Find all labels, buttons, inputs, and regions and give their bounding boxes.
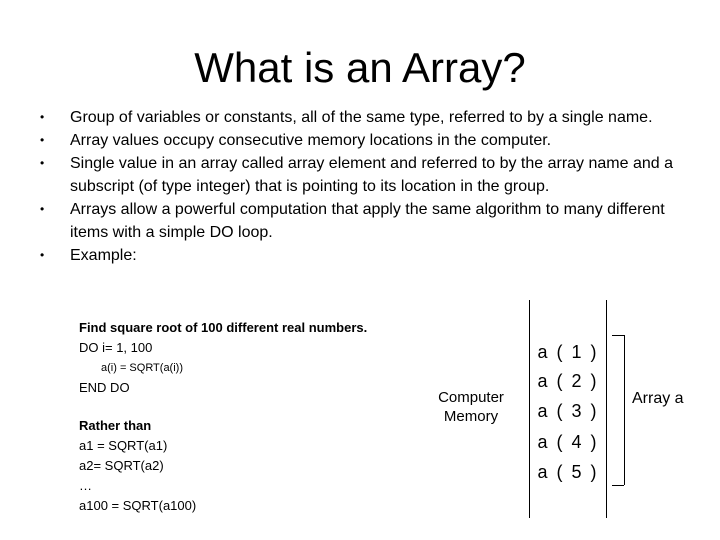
array-cell: a ( 3 )	[537, 401, 599, 421]
code-alt-line: …	[79, 478, 92, 493]
bullet-dot-icon: •	[40, 133, 45, 147]
array-cell: a ( 2 )	[537, 371, 599, 391]
code-heading: Find square root of 100 different real numbers.	[79, 320, 368, 335]
code-example	[79, 318, 367, 516]
bullet-list	[40, 106, 680, 267]
bullet-item	[40, 198, 680, 244]
array-bracket-side	[624, 335, 625, 485]
array-cell: a ( 5 )	[537, 462, 599, 482]
code-alt-line: a1 = SQRT(a1)	[79, 438, 168, 453]
bullet-dot-icon: •	[40, 110, 45, 124]
bullet-text: Example:	[70, 247, 137, 264]
slide-title: What is an Array?	[194, 44, 526, 91]
bullet-item	[40, 152, 680, 198]
bullet-item	[40, 106, 680, 129]
bullet-text: Single value in an array called array element and referred to by the array name and a subscript (of type integer) that is pointing to its location in the group.	[70, 155, 674, 195]
code-alt-line: a100 = SQRT(a100)	[79, 498, 197, 513]
array-bracket-top	[612, 335, 624, 336]
code-rather-than: Rather than	[79, 418, 152, 433]
code-end-line: END DO	[79, 380, 130, 395]
bullet-dot-icon: •	[40, 202, 45, 216]
array-cell: a ( 4 )	[537, 432, 599, 452]
array-a-label: Array a	[632, 390, 684, 407]
bullet-item	[40, 129, 680, 152]
code-do-line: DO i= 1, 100	[79, 340, 153, 355]
bullet-text: Arrays allow a powerful computation that apply the same algorithm to many different items with a simple DO loop.	[70, 201, 665, 241]
bullet-text: Group of variables or constants, all of the same type, referred to by a single name.	[70, 109, 653, 126]
code-body-line: a(i) = SQRT(a(i))	[101, 362, 183, 374]
bullet-dot-icon: •	[40, 156, 45, 170]
bullet-text: Array values occupy consecutive memory locations in the computer.	[70, 132, 552, 149]
bullet-item	[40, 244, 680, 267]
computer-memory-label: Computer Memory	[438, 389, 504, 425]
code-alt-line: a2= SQRT(a2)	[79, 458, 164, 473]
array-bracket-bottom	[612, 485, 624, 486]
array-cell: a ( 1 )	[537, 342, 599, 362]
bullet-dot-icon: •	[40, 248, 45, 262]
